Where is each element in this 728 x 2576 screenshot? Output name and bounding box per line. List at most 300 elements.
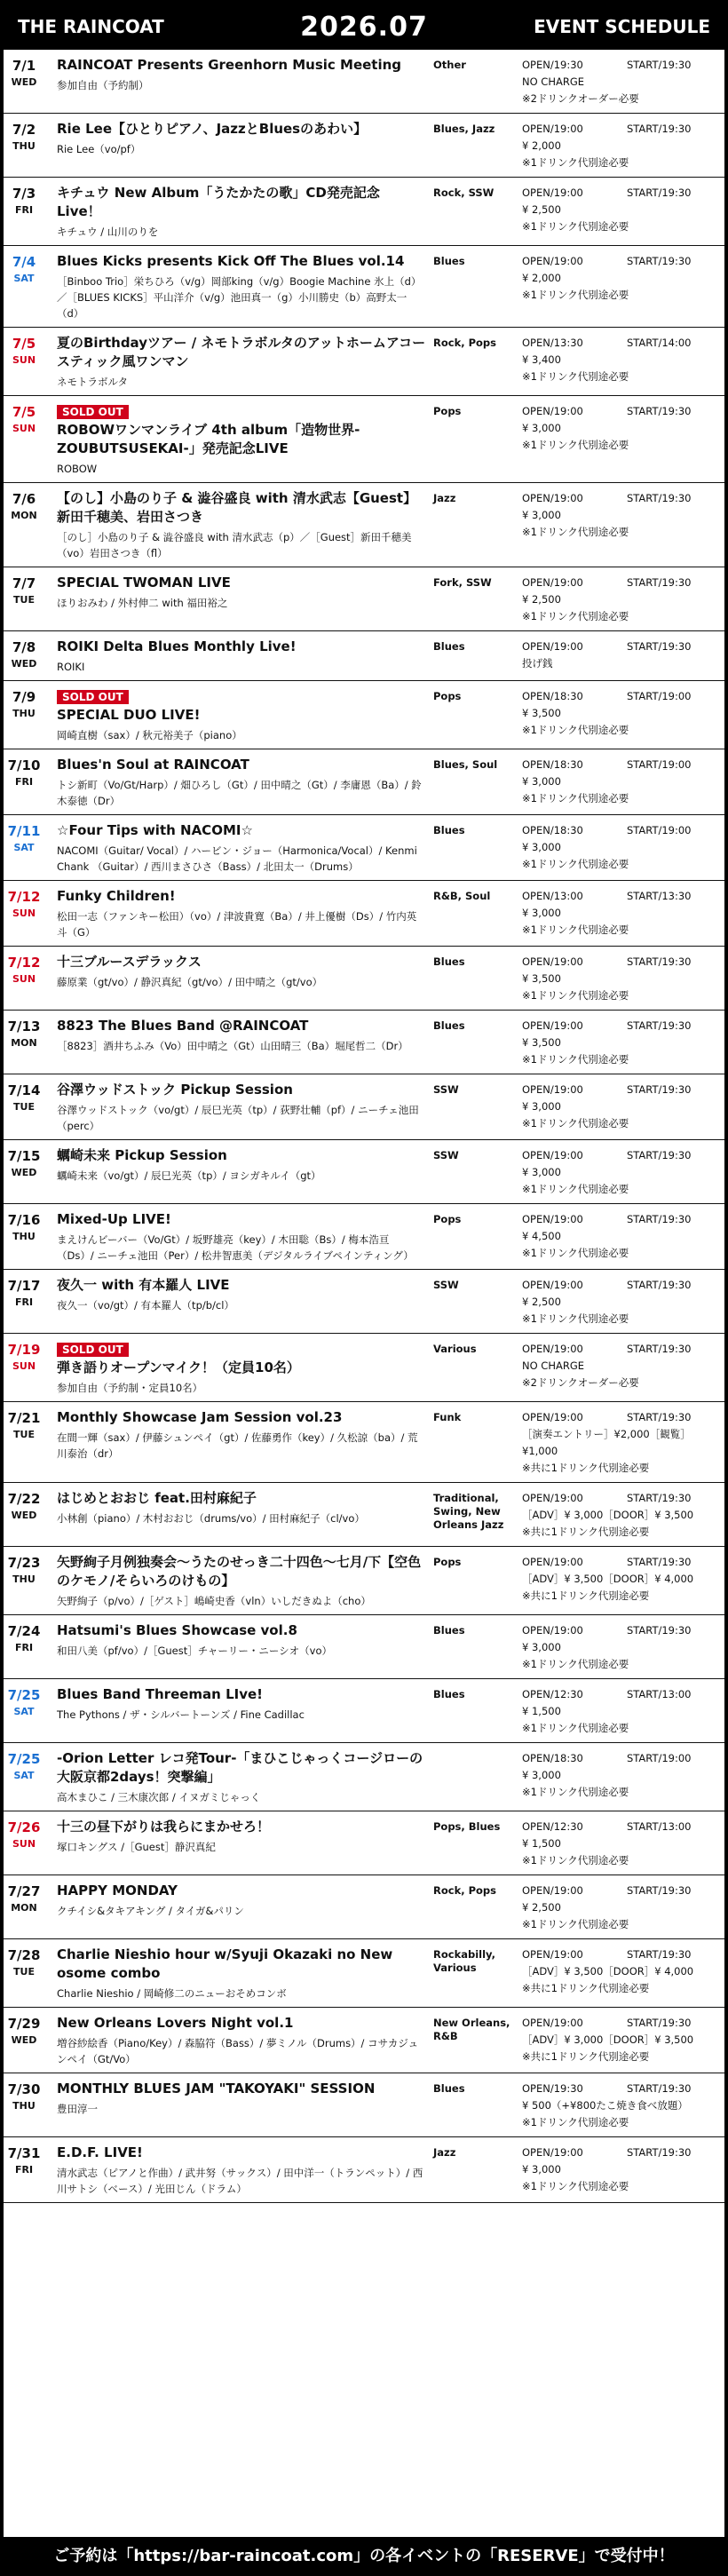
event-info <box>518 1146 724 1198</box>
event-performers: Rie Lee（vo/pf） <box>57 143 141 155</box>
event-day: 7/11 <box>7 823 41 839</box>
event-info <box>518 1017 724 1068</box>
event-price: NO CHARGE <box>522 75 585 88</box>
start-time: START/19:30 <box>627 59 692 71</box>
event-weekday: SUN <box>12 354 36 366</box>
open-time: OPEN/19:30 <box>522 2082 583 2095</box>
event-genre: Pops <box>433 405 462 417</box>
start-time: START/19:30 <box>627 2017 692 2029</box>
event-weekday: THU <box>12 708 36 719</box>
sold-out-badge: SOLD OUT <box>57 1343 129 1357</box>
event-times <box>522 490 724 507</box>
event-date <box>4 334 44 390</box>
event-row <box>4 1679 724 1743</box>
event-day: 7/7 <box>12 575 36 591</box>
event-price: ¥ 3,500 <box>522 972 561 985</box>
event-details <box>44 953 433 1004</box>
event-details <box>44 1146 433 1198</box>
event-details <box>44 1276 433 1328</box>
open-time: OPEN/19:00 <box>522 576 583 589</box>
event-date <box>4 1489 44 1541</box>
start-time: START/19:00 <box>627 758 692 771</box>
event-weekday: WED <box>11 76 37 88</box>
open-time: OPEN/19:00 <box>522 405 583 417</box>
event-date <box>4 1340 44 1396</box>
event-weekday: MON <box>11 510 37 521</box>
event-date <box>4 821 44 875</box>
open-time: OPEN/19:30 <box>522 59 583 71</box>
drink-note: ※1ドリンク代別途必要 <box>522 1183 629 1195</box>
event-performers: 夜久一（vo/gt）/ 有本羅人（tp/b/cl） <box>57 1299 234 1312</box>
open-time: OPEN/19:00 <box>522 640 583 653</box>
event-price: ¥ 2,500 <box>522 593 561 606</box>
open-time: OPEN/19:00 <box>522 1884 583 1897</box>
event-genre: New Orleans, R&B <box>433 2017 510 2042</box>
event-weekday: FRI <box>14 204 34 216</box>
event-price: ［ADV］¥ 3,000［DOOR］¥ 3,500 <box>522 1509 694 1521</box>
event-price: ¥ 3,000 <box>522 422 561 434</box>
event-date <box>4 489 44 561</box>
event-weekday: SAT <box>13 1770 35 1781</box>
event-info <box>518 1081 724 1134</box>
event-price: ¥ 3,500 <box>522 707 561 719</box>
event-genre: Rock, Pops <box>433 337 496 349</box>
event-date <box>4 1818 44 1869</box>
event-genre: Pops, Blues <box>433 1820 501 1833</box>
event-weekday: MON <box>11 1902 37 1914</box>
event-day: 7/1 <box>12 58 36 74</box>
event-times <box>522 1946 724 1963</box>
event-info <box>518 2014 724 2067</box>
event-times <box>522 2015 724 2032</box>
event-day: 7/24 <box>7 1623 41 1639</box>
event-date <box>4 756 44 809</box>
event-day: 7/25 <box>7 1751 41 1767</box>
start-time: START/19:30 <box>627 1213 692 1225</box>
event-details <box>44 489 433 561</box>
open-time: OPEN/18:30 <box>522 758 583 771</box>
event-times <box>522 1409 724 1426</box>
event-info <box>518 1408 724 1477</box>
event-genre <box>433 1749 518 1805</box>
open-time: OPEN/19:00 <box>522 955 583 968</box>
event-genre: Pops <box>433 1213 462 1225</box>
event-date <box>4 2144 44 2197</box>
event-date <box>4 1210 44 1264</box>
open-time: OPEN/19:00 <box>522 1411 583 1423</box>
event-row <box>4 947 724 1011</box>
open-time: OPEN/19:00 <box>522 1556 583 1568</box>
drink-note: ※1ドリンク代別途必要 <box>522 1247 629 1259</box>
drink-note: ※1ドリンク代別途必要 <box>522 156 629 169</box>
event-times <box>522 57 724 74</box>
event-performers: 小林創（piano）/ 木村おおじ（drums/vo）/ 田村麻紀子（cl/vo） <box>57 1512 365 1525</box>
event-date <box>4 402 44 477</box>
event-price: ¥ 3,000 <box>522 907 561 919</box>
event-weekday: WED <box>11 2034 37 2046</box>
event-performers: 松田一志（ファンキー松田）（vo）/ 津波貴寛（Ba）/ 井上優樹（Ds）/ 竹内英斗（G） <box>57 910 417 939</box>
event-title: New Orleans Lovers Night vol.1 <box>57 2015 294 2031</box>
open-time: OPEN/19:00 <box>522 123 583 135</box>
drink-note: ※1ドリンク代別途必要 <box>522 370 629 383</box>
event-performers: ［のし］小島のり子 & 澁谷盛良 with 清水武志（p）／［Guest］新田千穂美（vo）岩田さつき（fl） <box>57 531 412 559</box>
event-weekday: WED <box>11 1510 37 1521</box>
event-genre: Blues <box>433 640 465 653</box>
start-time: START/19:30 <box>627 955 692 968</box>
open-time: OPEN/19:00 <box>522 1149 583 1161</box>
drink-note: ※共に1ドリンク代別途必要 <box>522 1526 650 1538</box>
event-date <box>4 953 44 1004</box>
event-title: E.D.F. LIVE! <box>57 2144 143 2160</box>
event-times <box>522 954 724 971</box>
event-performers: 在間一輝（sax）/ 伊藤シュンペイ（gt）/ 佐藤勇作（key）/ 久松諒（ba）/ 荒川泰治（dr） <box>57 1431 418 1460</box>
event-row <box>4 815 724 881</box>
event-performers: 参加自由（予約制・定員10名） <box>57 1382 203 1394</box>
event-details <box>44 1685 433 1737</box>
drink-note: ※1ドリンク代別途必要 <box>522 858 629 870</box>
event-info <box>518 1276 724 1328</box>
event-title: -Orion Letter レコ発Tour-「まひこじゃっくコージローの大阪京都2days！突撃編」 <box>57 1750 423 1785</box>
event-title: 夏のBirthdayツアー / ネモトラボルタのアットホームアコースティック風ワンマン <box>57 335 426 369</box>
open-time: OPEN/19:00 <box>522 255 583 267</box>
event-performers: 蠣崎未来（vo/gt）/ 辰巳光英（tp）/ ヨシガキルイ（gt） <box>57 1169 321 1182</box>
event-date <box>4 687 44 743</box>
event-date <box>4 1408 44 1477</box>
event-title: 夜久一 with 有本羅人 LIVE <box>57 1277 230 1293</box>
event-times <box>522 757 724 773</box>
drink-note: ※1ドリンク代別途必要 <box>522 2116 629 2128</box>
drink-note: ※1ドリンク代別途必要 <box>522 526 629 538</box>
event-times <box>522 1554 724 1571</box>
drink-note: ※共に1ドリンク代別途必要 <box>522 1462 650 1474</box>
event-performers: ROBOW <box>57 463 98 475</box>
event-details <box>44 334 433 390</box>
event-weekday: THU <box>12 1231 36 1242</box>
event-genre: SSW <box>433 1279 459 1291</box>
event-times <box>522 1622 724 1639</box>
event-times <box>522 403 724 420</box>
event-times <box>522 688 724 705</box>
event-date <box>4 184 44 240</box>
event-date <box>4 56 44 107</box>
event-weekday: FRI <box>14 2164 34 2176</box>
event-details <box>44 2144 433 2197</box>
event-row <box>4 749 724 815</box>
drink-note: ※共に1ドリンク代別途必要 <box>522 2050 650 2063</box>
drink-note: ※1ドリンク代別途必要 <box>522 1117 629 1129</box>
event-performers: 高木まひこ / 三木康次郎 / イヌガミじゃっく <box>57 1791 261 1803</box>
event-day: 7/13 <box>7 1019 41 1034</box>
event-price: 投げ銭 <box>522 657 553 670</box>
event-details <box>44 1081 433 1134</box>
event-weekday: THU <box>12 2100 36 2112</box>
open-time: OPEN/18:30 <box>522 824 583 836</box>
event-info <box>518 1553 724 1609</box>
event-performers: ほりおみわ / 外村伸二 with 福田裕之 <box>57 597 228 609</box>
event-list <box>4 50 724 2203</box>
sold-out-badge: SOLD OUT <box>57 690 129 704</box>
event-weekday: FRI <box>14 1642 34 1653</box>
open-time: OPEN/19:00 <box>522 1019 583 1032</box>
event-info <box>518 687 724 743</box>
event-genre: SSW <box>433 1149 459 1161</box>
event-details <box>44 1408 433 1477</box>
event-performers: 岡崎直樹（sax）/ 秋元裕美子（piano） <box>57 729 242 741</box>
event-times <box>522 575 724 591</box>
reservation-footer: ご予約は「https://bar-raincoat.com」の各イベントの「RESERVE」で受付中！ <box>4 2537 724 2572</box>
start-time: START/19:30 <box>627 186 692 199</box>
event-title: 矢野絢子月例独奏会〜うたのせっき二十四色〜七月/下【空色のケモノ/そらいろのけもの】 <box>57 1554 422 1589</box>
event-title: 十三の昼下がりは我らにまかせろ！ <box>57 1819 271 1835</box>
event-details <box>44 56 433 107</box>
start-time: START/19:30 <box>627 2146 692 2159</box>
event-performers: 矢野絢子（p/vo）/［ゲスト］嶋崎史香（vln）いしだきぬよ（cho） <box>57 1595 371 1607</box>
event-times <box>522 1018 724 1034</box>
event-date <box>4 2014 44 2067</box>
event-title: Rie Lee【ひとりピアノ、JazzとBluesのあわい】 <box>57 121 368 137</box>
event-details <box>44 638 433 675</box>
drink-note: ※1ドリンク代別途必要 <box>522 220 629 233</box>
event-day: 7/16 <box>7 1212 41 1228</box>
event-performers: 和田八美（pf/vo）/［Guest］チャーリー・ニーシオ（vo） <box>57 1645 332 1657</box>
event-details <box>44 252 433 321</box>
event-row <box>4 396 724 483</box>
event-times <box>522 638 724 655</box>
schedule-month: 2026.07 <box>300 11 428 43</box>
event-genre: Blues, Soul <box>433 758 498 771</box>
event-price: ［演奏エントリー］¥2,000［観覧］¥1,000 <box>522 1428 691 1457</box>
event-performers: ［Binboo Trio］栄ちひろ（v/g）岡部king（v/g）Boogie Machine 氷上（d）／［BLUES KICKS］平山洋介（v/g）池田真一（g）小川勝史（b）高野太一（d） <box>57 275 422 320</box>
event-info <box>518 821 724 875</box>
event-title: 蠣崎未来 Pickup Session <box>57 1147 227 1163</box>
event-genre: Rock, Pops <box>433 1884 496 1897</box>
event-info <box>518 1340 724 1396</box>
event-details <box>44 1946 433 2001</box>
event-row <box>4 567 724 631</box>
start-time: START/19:30 <box>627 1556 692 1568</box>
event-times <box>522 2144 724 2161</box>
event-info <box>518 1621 724 1673</box>
event-info <box>518 402 724 477</box>
event-price: ¥ 3,000 <box>522 1769 561 1781</box>
event-genre: Rockabilly, Various <box>433 1948 496 1974</box>
event-price: ¥ 4,500 <box>522 1230 561 1242</box>
event-title: 十三ブルースデラックス <box>57 954 202 970</box>
event-title: Mixed-Up LIVE! <box>57 1211 171 1227</box>
event-price: NO CHARGE <box>522 1359 585 1372</box>
event-info <box>518 638 724 675</box>
open-time: OPEN/18:30 <box>522 690 583 702</box>
event-day: 7/19 <box>7 1342 41 1358</box>
drink-note: ※1ドリンク代別途必要 <box>522 2180 629 2192</box>
event-day: 7/12 <box>7 889 41 905</box>
event-title: キチュウ New Album「うたかたの歌」CD発売記念 Live！ <box>57 185 380 219</box>
event-details <box>44 1553 433 1609</box>
event-performers: NACOMI（Guitar/ Vocal）/ ハービン・ジョー（Harmonica/Vocal）/ Kenmi Chank （Guitar）/ 西川まさひさ（Bass）/ 北田太一（Drums） <box>57 844 417 873</box>
event-genre: Blues <box>433 955 465 968</box>
event-genre: Blues <box>433 2082 465 2095</box>
event-row <box>4 1743 724 1811</box>
event-details <box>44 1017 433 1068</box>
event-weekday: MON <box>11 1037 37 1049</box>
event-genre: Blues <box>433 824 465 836</box>
event-row <box>4 1402 724 1483</box>
start-time: START/19:00 <box>627 1752 692 1764</box>
event-genre: R&B, Soul <box>433 890 491 902</box>
event-title: Blues Kicks presents Kick Off The Blues vol.14 <box>57 253 405 269</box>
event-info <box>518 1749 724 1805</box>
start-time: START/19:30 <box>627 123 692 135</box>
event-day: 7/25 <box>7 1687 41 1703</box>
event-price: ［ADV］¥ 3,500［DOOR］¥ 4,000 <box>522 1573 694 1585</box>
event-price: ¥ 2,500 <box>522 203 561 216</box>
open-time: OPEN/19:00 <box>522 1948 583 1961</box>
event-day: 7/2 <box>12 122 36 138</box>
event-title: ROIKI Delta Blues Monthly Live! <box>57 638 297 654</box>
event-date <box>4 252 44 321</box>
drink-note: ※1ドリンク代別途必要 <box>522 1658 629 1670</box>
open-time: OPEN/19:00 <box>522 1492 583 1504</box>
event-day: 7/28 <box>7 1947 41 1963</box>
event-date <box>4 638 44 675</box>
header <box>4 4 724 50</box>
event-date <box>4 1946 44 2001</box>
event-price: ¥ 3,400 <box>522 353 561 366</box>
event-performers: 谷澤ウッドストック（vo/gt）/ 辰巳光英（tp）/ 荻野壮輔（pf）/ ニーチェ池田（perc） <box>57 1104 419 1132</box>
event-row <box>4 681 724 749</box>
event-title: SPECIAL TWOMAN LIVE <box>57 575 231 590</box>
start-time: START/19:30 <box>627 640 692 653</box>
start-time: START/19:30 <box>627 1492 692 1504</box>
drink-note: ※共に1ドリンク代別途必要 <box>522 1589 650 1602</box>
event-details <box>44 756 433 809</box>
event-date <box>4 887 44 940</box>
event-row <box>4 246 724 328</box>
start-time: START/13:00 <box>627 1688 692 1700</box>
event-row <box>4 50 724 114</box>
event-weekday: SUN <box>12 1838 36 1850</box>
event-details <box>44 2080 433 2131</box>
event-info <box>518 2080 724 2131</box>
venue-name: THE RAINCOAT <box>18 16 164 37</box>
event-times <box>522 2081 724 2097</box>
start-time: START/19:30 <box>627 1019 692 1032</box>
event-weekday: SUN <box>12 973 36 985</box>
event-row <box>4 631 724 681</box>
event-genre: Pops <box>433 690 462 702</box>
event-day: 7/4 <box>12 254 36 270</box>
event-genre: Jazz <box>433 2146 456 2159</box>
event-day: 7/8 <box>12 639 36 655</box>
event-details <box>44 402 433 477</box>
event-weekday: TUE <box>13 594 35 606</box>
event-times <box>522 1147 724 1164</box>
event-date <box>4 1081 44 1134</box>
event-weekday: SUN <box>12 1360 36 1372</box>
drink-note: ※1ドリンク代別途必要 <box>522 923 629 936</box>
open-time: OPEN/19:00 <box>522 186 583 199</box>
event-date <box>4 1621 44 1673</box>
event-title: Funky Children! <box>57 888 176 904</box>
event-performers: まえけんビーバー（Vo/Gt）/ 坂野雄亮（key）/ 木田聡（Bs）/ 梅本浩亘（Ds）/ ニーチェ池田（Per）/ 松井智恵美（デジタルライブペインティング） <box>57 1233 414 1262</box>
event-day: 7/3 <box>12 186 36 202</box>
drink-note: ※1ドリンク代別途必要 <box>522 1918 629 1930</box>
event-price: ¥ 3,000 <box>522 775 561 788</box>
event-day: 7/27 <box>7 1883 41 1899</box>
event-price: ［ADV］¥ 3,000［DOOR］¥ 3,500 <box>522 2033 694 2046</box>
event-title: 【のし】小島のり子 & 澁谷盛良 with 清水武志【Guest】新田千穂美、岩田さつき <box>57 490 417 525</box>
event-details <box>44 2014 433 2067</box>
event-times <box>522 185 724 202</box>
event-info <box>518 2144 724 2197</box>
event-row <box>4 1204 724 1270</box>
event-performers: ［8823］酒井ちふみ（Vo）田中晴之（Gt）山田晴三（Ba）堀尾哲二（Dr） <box>57 1040 408 1052</box>
event-row <box>4 114 724 178</box>
event-day: 7/29 <box>7 2016 41 2032</box>
event-details <box>44 1882 433 1933</box>
event-weekday: SUN <box>12 908 36 919</box>
event-performers: クチイシ&タキアキング / タイガ&パリン <box>57 1905 244 1917</box>
event-weekday: SAT <box>13 273 35 284</box>
event-row <box>4 1074 724 1140</box>
event-genre: Blues, Jazz <box>433 123 495 135</box>
event-weekday: THU <box>12 1573 36 1585</box>
event-times <box>522 1819 724 1835</box>
event-performers: 増谷紗絵香（Piano/Key）/ 森脇符（Bass）/ 夢ミノル（Drums）/ コサカジュンペイ（Gt/Vo） <box>57 2037 419 2065</box>
event-times <box>522 1686 724 1703</box>
event-date <box>4 1276 44 1328</box>
event-genre: SSW <box>433 1083 459 1096</box>
event-info <box>518 489 724 561</box>
event-info <box>518 1818 724 1869</box>
event-title: 弾き語りオープンマイク！（定員10名） <box>57 1359 300 1375</box>
event-price: ¥ 3,500 <box>522 1036 561 1049</box>
event-info <box>518 1210 724 1264</box>
event-price: ¥ 3,000 <box>522 1100 561 1113</box>
event-title: ☆Four Tips with NACOMI☆ <box>57 822 253 838</box>
event-times <box>522 1211 724 1228</box>
event-price: ¥ 500（+¥800たこ焼き食べ放題） <box>522 2099 688 2112</box>
event-weekday: SUN <box>12 423 36 434</box>
event-title: Hatsumi's Blues Showcase vol.8 <box>57 1622 297 1638</box>
event-price: ¥ 2,000 <box>522 272 561 284</box>
event-price: ¥ 2,500 <box>522 1296 561 1308</box>
event-day: 7/30 <box>7 2081 41 2097</box>
event-weekday: FRI <box>14 776 34 788</box>
event-price: ¥ 1,500 <box>522 1837 561 1850</box>
start-time: START/19:30 <box>627 255 692 267</box>
event-details <box>44 1749 433 1805</box>
event-genre: Jazz <box>433 492 456 504</box>
event-performers: キチュウ / 山川のりを <box>57 226 159 238</box>
drink-note: ※1ドリンク代別途必要 <box>522 289 629 301</box>
event-details <box>44 184 433 240</box>
event-price: ¥ 3,000 <box>522 1166 561 1178</box>
event-weekday: FRI <box>14 1296 34 1308</box>
event-price: ¥ 3,000 <box>522 2163 561 2176</box>
event-genre: Blues <box>433 1624 465 1637</box>
event-price: ¥ 1,500 <box>522 1705 561 1717</box>
event-price: ¥ 3,000 <box>522 841 561 853</box>
event-row <box>4 2137 724 2203</box>
event-row <box>4 328 724 396</box>
event-title: RAINCOAT Presents Greenhorn Music Meeting <box>57 57 402 73</box>
event-day: 7/12 <box>7 955 41 971</box>
event-row <box>4 1483 724 1547</box>
event-genre: Blues <box>433 1688 465 1700</box>
event-weekday: TUE <box>13 1966 35 1978</box>
drink-note: ※2ドリンクオーダー必要 <box>522 1376 639 1389</box>
